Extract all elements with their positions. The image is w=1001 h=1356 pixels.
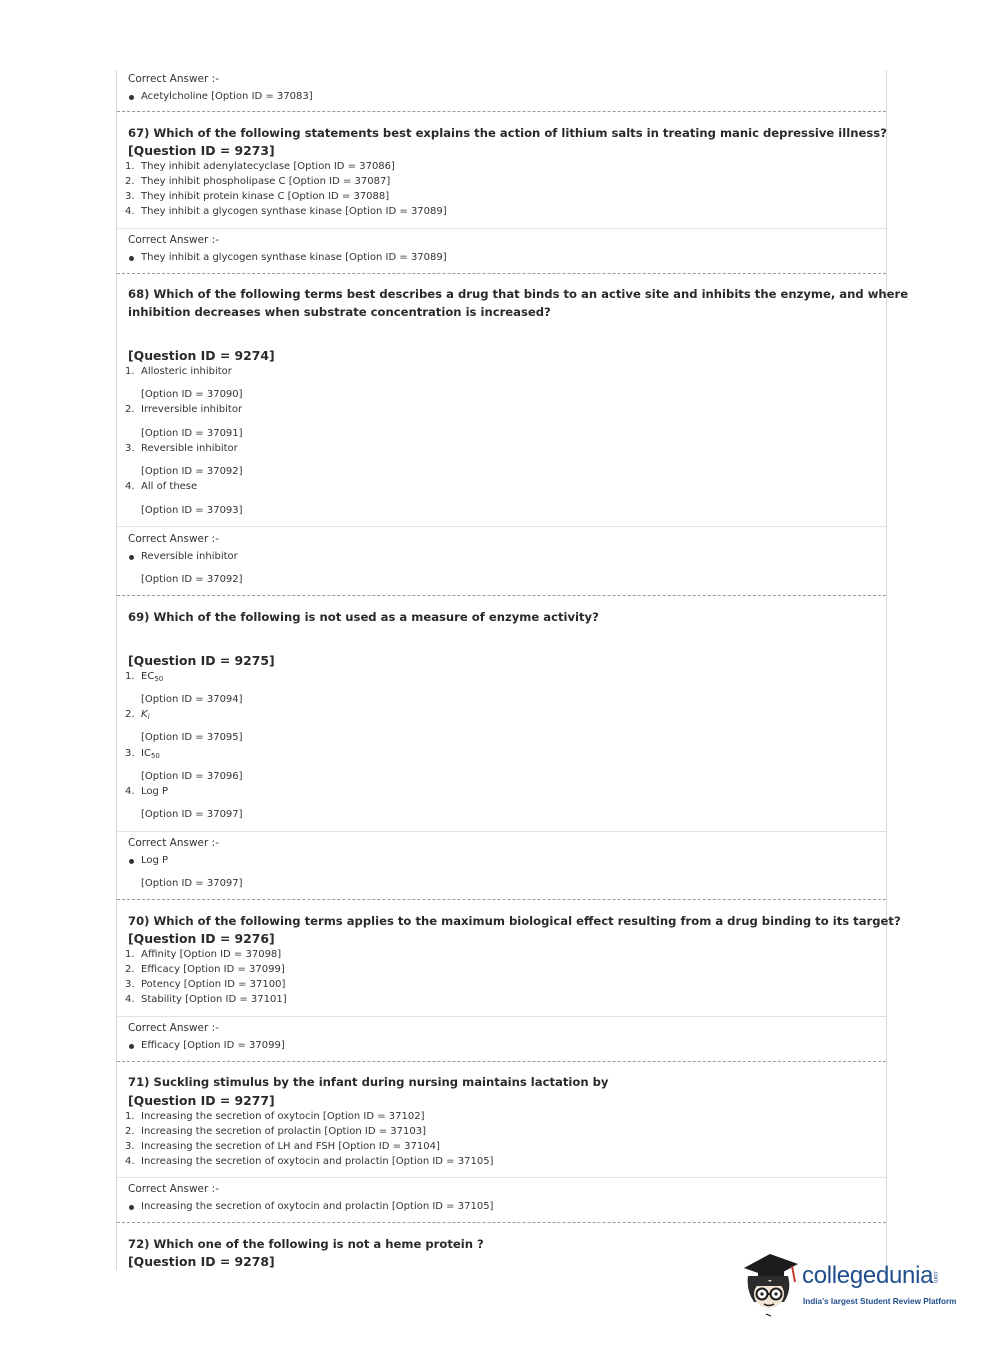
option-id: [Option ID = 37094] [141, 694, 243, 705]
option-number: 2. [125, 176, 135, 187]
option-text: They inhibit a glycogen synthase kinase [Option ID = 37089] [141, 206, 447, 217]
option-text-main: IC [141, 748, 151, 759]
option-text: Affinity [Option ID = 37098] [141, 949, 282, 960]
answer-divider [117, 831, 886, 832]
option-number: 2. [125, 964, 135, 975]
option-number: 2. [125, 1126, 135, 1137]
option-text: Log P [141, 786, 169, 797]
option-text [141, 671, 163, 683]
mascot-icon [740, 1246, 800, 1318]
correct-answer-text: Acetylcholine [Option ID = 37083] [141, 91, 313, 102]
question-69-id: [Question ID = 9275] [128, 653, 275, 668]
question-separator [117, 1061, 886, 1062]
brand-tagline: India's largest Student Review Platform [803, 1297, 957, 1306]
option-text: All of these [141, 481, 198, 492]
question-separator [117, 273, 886, 274]
question-68-text-line2: inhibition decreases when substrate concentration is increased? [128, 305, 551, 319]
option-number: 4. [125, 481, 135, 492]
option-number: 4. [125, 786, 135, 797]
answer-bullet [129, 1044, 134, 1049]
option-text: Increasing the secretion of oxytocin and prolactin [Option ID = 37105] [141, 1156, 494, 1167]
correct-answer-label: Correct Answer :- [128, 533, 219, 545]
option-id: [Option ID = 37096] [141, 771, 243, 782]
question-separator [117, 899, 886, 900]
question-sheet [116, 70, 909, 1270]
question-69-text: 69) Which of the following is not used as a measure of enzyme activity? [128, 610, 599, 624]
option-number: 2. [125, 709, 135, 720]
question-72-id: [Question ID = 9278] [128, 1254, 275, 1269]
option-text: They inhibit adenylatecyclase [Option ID = 37086] [141, 161, 395, 172]
question-70-id: [Question ID = 9276] [128, 931, 275, 946]
option-number: 1. [125, 161, 135, 172]
correct-answer-label: Correct Answer :- [128, 73, 219, 85]
option-id: [Option ID = 37091] [141, 428, 243, 439]
correct-answer-text: Reversible inhibitor [141, 551, 238, 562]
question-separator [117, 595, 886, 596]
answer-divider [117, 526, 886, 527]
option-number: 4. [125, 994, 135, 1005]
option-text: Allosteric inhibitor [141, 366, 232, 377]
answer-bullet [129, 859, 134, 864]
question-separator [117, 111, 886, 112]
question-71-id: [Question ID = 9277] [128, 1093, 275, 1108]
option-text: Efficacy [Option ID = 37099] [141, 964, 285, 975]
correct-answer-label: Correct Answer :- [128, 837, 219, 849]
answer-bullet [129, 95, 134, 100]
correct-answer-text: Log P [141, 855, 169, 866]
option-number: 1. [125, 366, 135, 377]
question-67-text: 67) Which of the following statements best explains the action of lithium salts in treating manic depressive illness? [128, 126, 887, 140]
option-text: Potency [Option ID = 37100] [141, 979, 286, 990]
option-text-main: K [141, 709, 148, 720]
option-number: 2. [125, 404, 135, 415]
option-number: 1. [125, 949, 135, 960]
option-id: [Option ID = 37097] [141, 809, 243, 820]
collegedunia-logo[interactable] [740, 1246, 970, 1318]
answer-divider [117, 228, 886, 229]
option-number: 3. [125, 1141, 135, 1152]
question-72-text: 72) Which one of the following is not a heme protein ? [128, 1237, 484, 1251]
answer-bullet [129, 256, 134, 261]
option-text: Irreversible inhibitor [141, 404, 243, 415]
question-67-id: [Question ID = 9273] [128, 143, 275, 158]
answer-bullet [129, 555, 134, 560]
brand-name: collegedunia [802, 1262, 934, 1289]
correct-answer-label: Correct Answer :- [128, 234, 219, 246]
question-71-text: 71) Suckling stimulus by the infant during nursing maintains lactation by [128, 1075, 609, 1089]
option-subscript: 50 [154, 675, 164, 683]
option-number: 1. [125, 1111, 135, 1122]
option-number: 3. [125, 191, 135, 202]
option-text: They inhibit protein kinase C [Option ID = 37088] [141, 191, 390, 202]
answer-divider [117, 1177, 886, 1178]
option-subscript: 50 [150, 752, 160, 760]
option-text: They inhibit phospholipase C [Option ID = 37087] [141, 176, 391, 187]
option-id: [Option ID = 37092] [141, 466, 243, 477]
question-68-id: [Question ID = 9274] [128, 348, 275, 363]
option-subscript: i [147, 713, 150, 721]
correct-answer-text: They inhibit a glycogen synthase kinase [Option ID = 37089] [141, 252, 447, 263]
option-id: [Option ID = 37093] [141, 505, 243, 516]
option-number: 3. [125, 748, 135, 759]
option-text [141, 709, 150, 721]
question-70-text: 70) Which of the following terms applies to the maximum biological effect resulting from a drug binding to its target? [128, 914, 901, 928]
option-text: Increasing the secretion of oxytocin [Option ID = 37102] [141, 1111, 425, 1122]
question-68-text: 68) Which of the following terms best describes a drug that binds to an active site and inhibits the enzyme, and where [128, 287, 909, 301]
correct-answer-text: Efficacy [Option ID = 37099] [141, 1040, 285, 1051]
correct-answer-option-id: [Option ID = 37092] [141, 574, 243, 585]
answer-bullet [129, 1205, 134, 1210]
correct-answer-label: Correct Answer :- [128, 1022, 219, 1034]
option-id: [Option ID = 37090] [141, 389, 243, 400]
option-text: Reversible inhibitor [141, 443, 238, 454]
option-id: [Option ID = 37095] [141, 732, 243, 743]
brand-dotcom: .com [932, 1270, 938, 1284]
option-text: Increasing the secretion of LH and FSH [Option ID = 37104] [141, 1141, 440, 1152]
correct-answer-label: Correct Answer :- [128, 1183, 219, 1195]
option-number: 3. [125, 979, 135, 990]
question-separator [117, 1222, 886, 1223]
option-text-main: EC [141, 671, 155, 682]
correct-answer-option-id: [Option ID = 37097] [141, 878, 243, 889]
option-number: 3. [125, 443, 135, 454]
answer-divider [117, 1016, 886, 1017]
option-text: Increasing the secretion of prolactin [Option ID = 37103] [141, 1126, 426, 1137]
correct-answer-text: Increasing the secretion of oxytocin and prolactin [Option ID = 37105] [141, 1201, 494, 1212]
option-text: Stability [Option ID = 37101] [141, 994, 287, 1005]
option-number: 4. [125, 206, 135, 217]
option-number: 4. [125, 1156, 135, 1167]
option-number: 1. [125, 671, 135, 682]
option-text [141, 748, 160, 760]
